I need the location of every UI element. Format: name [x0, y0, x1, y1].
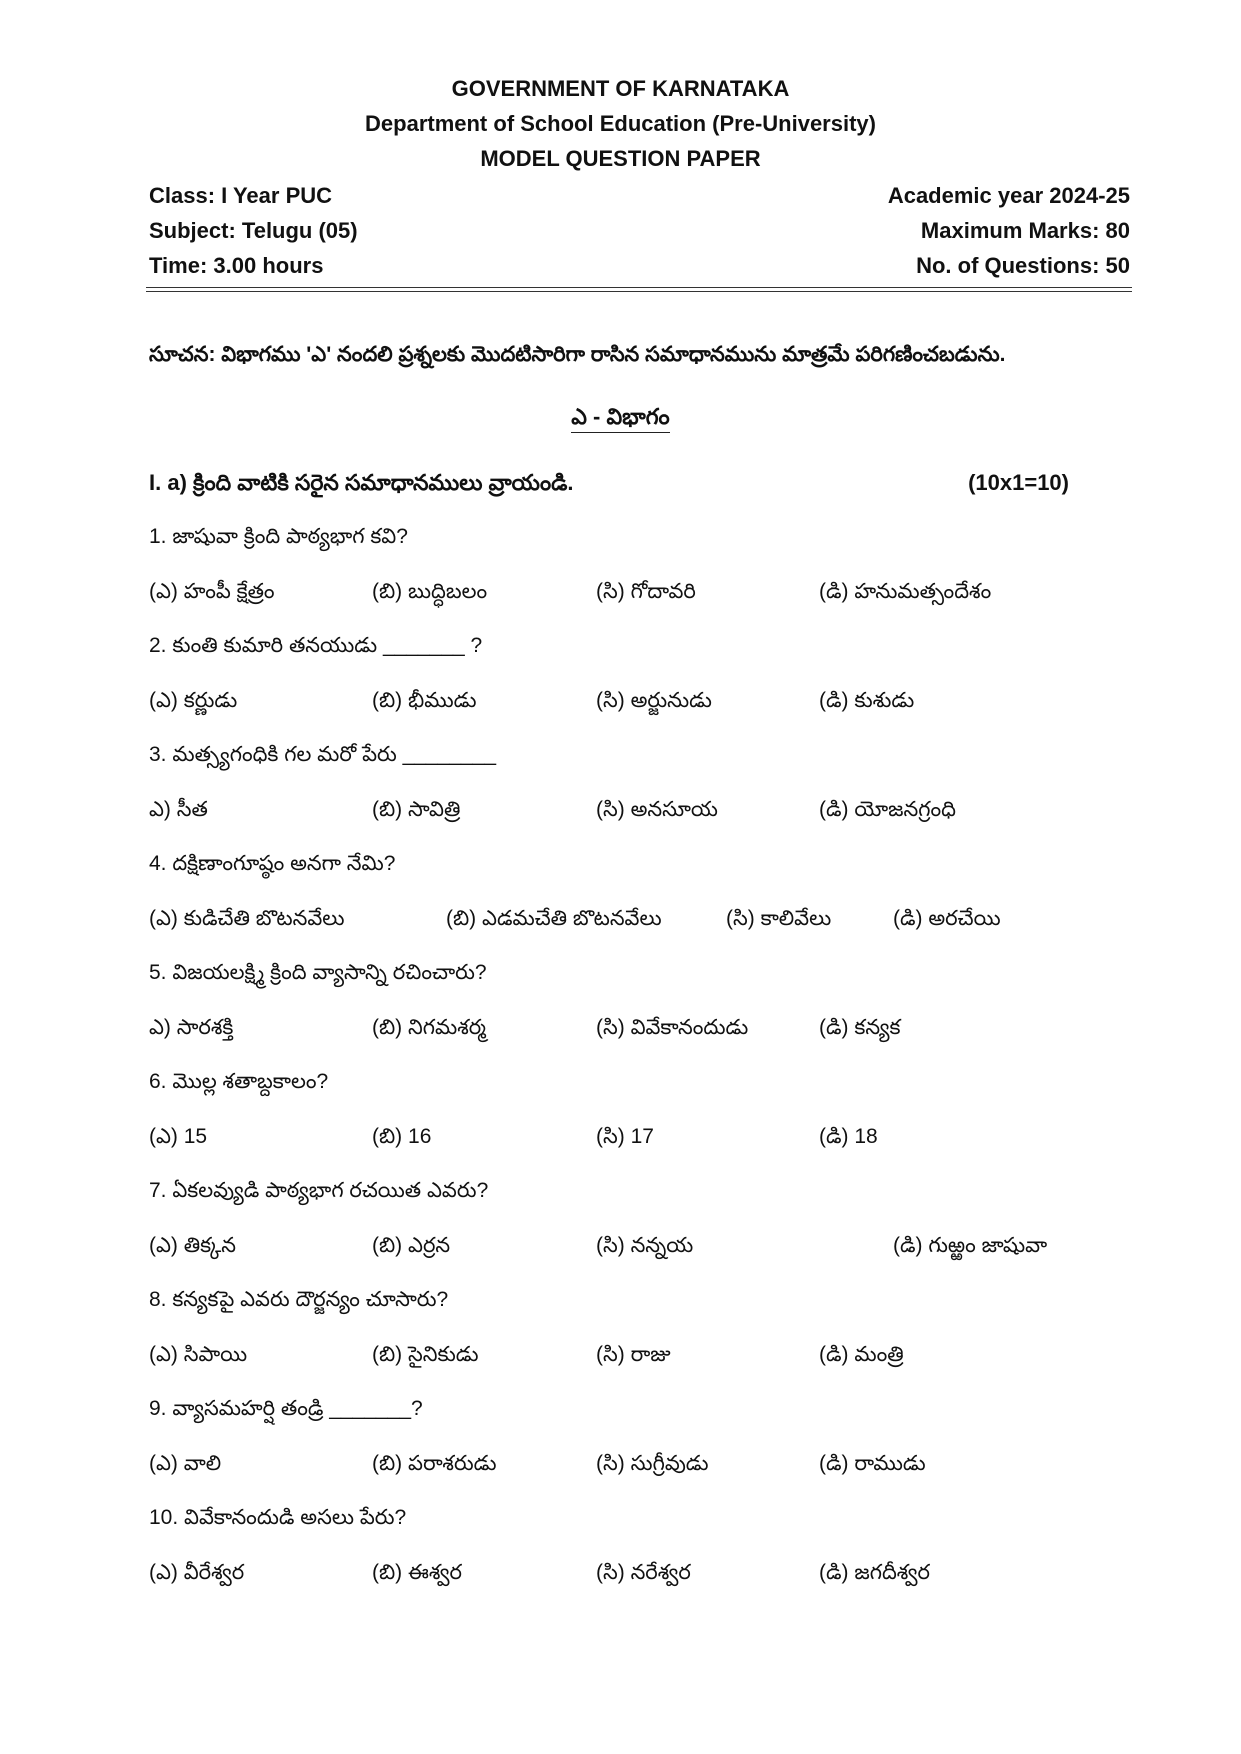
- option-a: (ఎ) 15: [149, 1125, 208, 1148]
- option-d: (డి) మంత్రి: [819, 1343, 904, 1366]
- option-a: (ఎ) సిపాయి: [149, 1343, 248, 1366]
- department-title: Department of School Education (Pre-University): [365, 111, 876, 136]
- option-b: (బి) ఎర్రన: [372, 1234, 451, 1257]
- academic-year-label: Academic year 2024-25: [887, 183, 1130, 208]
- option-b: (బి) సైనికుడు: [372, 1343, 479, 1366]
- option-a: (ఎ) హంపీ క్షేత్రం: [149, 580, 275, 603]
- section-title: ఎ - విభాగం: [571, 404, 669, 433]
- time-label: Time: 3.00 hours: [149, 253, 324, 278]
- question-text: 2. కుంతి కుమారి తనయుడు _______ ?: [149, 634, 483, 657]
- option-a: (ఎ) తిక్కన: [149, 1234, 237, 1257]
- option-b: (బి) ఈశ్వర: [372, 1561, 463, 1584]
- option-d: (డి) జగదీశ్వర: [819, 1561, 930, 1584]
- option-c: (సి) అర్జునుడు: [596, 689, 712, 712]
- option-d: (డి) కన్యక: [819, 1016, 901, 1039]
- option-b: (బి) బుద్ధిబలం: [372, 580, 488, 603]
- option-b: (బి) నిగమశర్మ: [372, 1016, 486, 1039]
- option-b: (బి) ఎడమచేతి బొటనవేలు: [446, 907, 662, 930]
- header-divider-bottom: [146, 291, 1132, 292]
- subject-label: Subject: Telugu (05): [149, 218, 358, 243]
- government-title: GOVERNMENT OF KARNATAKA: [451, 76, 790, 101]
- option-d: (డి) గుఱ్ఱం జాషువా: [893, 1234, 1048, 1257]
- paper-title: MODEL QUESTION PAPER: [480, 146, 761, 171]
- option-d: (డి) యోజనగ్రంధి: [819, 798, 956, 821]
- option-d: (డి) హనుమత్సందేశం: [819, 580, 992, 603]
- num-questions-label: No. of Questions: 50: [916, 253, 1130, 278]
- option-a: ఎ) సీత: [149, 798, 208, 821]
- option-d: (డి) 18: [819, 1125, 878, 1148]
- question-text: 8. కన్యకపై ఎవరు దౌర్జన్యం చూసారు?: [149, 1288, 449, 1311]
- option-c: (సి) కాలివేలు: [726, 907, 832, 930]
- option-d: (డి) కుశుడు: [819, 689, 915, 712]
- question-text: 9. వ్యాసమహర్షి తండ్రి _______?: [149, 1397, 423, 1420]
- option-b: (బి) పరాశరుడు: [372, 1452, 497, 1475]
- option-a: (ఎ) కర్ణుడు: [149, 689, 238, 712]
- part-marks: (10x1=10): [968, 470, 1069, 495]
- header-divider-top: [146, 287, 1132, 288]
- option-a: (ఎ) వాలి: [149, 1452, 222, 1475]
- question-text: 6. మొల్ల శతాబ్దకాలం?: [149, 1070, 329, 1093]
- option-a: (ఎ) కుడిచేతి బొటనవేలు: [149, 907, 345, 930]
- option-c: (సి) వివేకానందుడు: [596, 1016, 749, 1039]
- option-c: (సి) అనసూయ: [596, 798, 718, 821]
- option-c: (సి) నన్నయ: [596, 1234, 694, 1257]
- option-c: (సి) రాజు: [596, 1343, 671, 1366]
- option-d: (డి) అరచేయి: [893, 907, 1001, 930]
- option-b: (బి) భీముడు: [372, 689, 477, 712]
- option-c: (సి) సుగ్రీవుడు: [596, 1452, 709, 1475]
- question-text: 4. దక్షిణాంగూష్ఠం అనగా నేమి?: [149, 852, 396, 875]
- option-b: (బి) సావిత్రి: [372, 798, 461, 821]
- question-text: 3. మత్స్యగంధికి గల మరో పేరు ________: [149, 743, 497, 766]
- option-c: (సి) గోదావరి: [596, 580, 696, 603]
- option-c: (సి) 17: [596, 1125, 654, 1148]
- instruction-note: సూచన: విభాగము 'ఎ' నందలి ప్రశ్నలకు మొదటిసారిగా రాసిన సమాధానమును మాత్రమే పరిగణించబడును.: [149, 343, 1006, 366]
- option-d: (డి) రాముడు: [819, 1452, 926, 1475]
- question-text: 7. ఏకలవ్యుడి పాఠ్యభాగ రచయిత ఎవరు?: [149, 1179, 489, 1202]
- question-text: 1. జాషువా క్రింది పాఠ్యభాగ కవి?: [149, 525, 408, 548]
- section-heading: [0, 404, 1241, 435]
- part-heading: I. a) క్రింది వాటికి సరైన సమాధానములు వ్రాయండి.: [149, 470, 574, 495]
- option-a: ఎ) సారశక్తి: [149, 1016, 234, 1039]
- option-a: (ఎ) వీరేశ్వర: [149, 1561, 245, 1584]
- option-b: (బి) 16: [372, 1125, 432, 1148]
- max-marks-label: Maximum Marks: 80: [920, 218, 1130, 243]
- question-text: 5. విజయలక్ష్మి క్రింది వ్యాసాన్ని రచించారు?: [149, 961, 487, 984]
- question-text: 10. వివేకానందుడి అసలు పేరు?: [149, 1506, 407, 1529]
- class-label: Class: I Year PUC: [149, 183, 333, 208]
- option-c: (సి) నరేశ్వర: [596, 1561, 691, 1584]
